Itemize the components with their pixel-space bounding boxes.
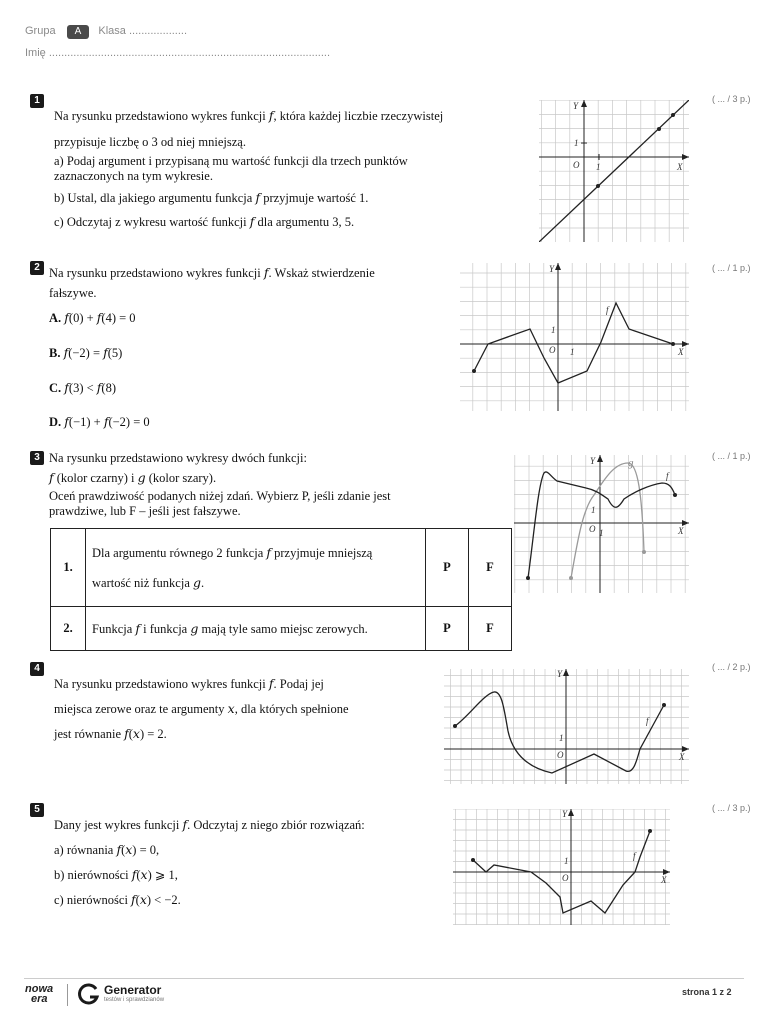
origin-label: O [573,160,580,170]
statement-text [86,607,426,651]
table-row [51,607,512,651]
question-4-text [54,677,434,742]
q5-line: c) nierówności 𝑓(𝑥) < −2. [54,893,181,907]
question-number-5: 5 [30,803,44,817]
question-5-text [54,818,434,908]
option-d[interactable] [49,415,150,449]
endpoint [471,858,475,862]
q3-line: Oceń prawdziwość podanych niżej zdań. Wybierz P, jeśli zdanie jest [49,489,391,503]
generator-title: Generator [104,983,162,997]
q2-line: Na rysunku przedstawiono wykres funkcji 𝑓. Wskaż stwierdzenie [49,266,375,280]
y-axis-label: Y [590,456,596,466]
q5-line: Dany jest wykres funkcji 𝑓. Odczytaj z niego zbiór rozwiązań: [54,818,365,832]
question-points-1: ( ... / 3 p.) [712,94,751,104]
statement-line: wartość niż funkcja 𝑔. [92,575,205,590]
option-text: 𝑓(−2) = 𝑓(5) [63,346,123,360]
y-unit-label: 1 [564,856,569,866]
q5-line: b) nierówności 𝑓(𝑥) ⩾ 1, [54,868,178,882]
x-axis-label: X [679,752,685,762]
q5-line: a) równania 𝑓(𝑥) = 0, [54,843,160,857]
option-letter: C. [49,381,62,395]
endpoint [642,550,646,554]
q1-line: a) Podaj argument i przypisaną mu wartość funkcji dla trzech punktów [54,154,408,168]
q3-line: Na rysunku przedstawiono wykresy dwóch funkcji: [49,451,307,465]
y-axis-arrow-icon [555,263,561,270]
q4-line: miejsca zerowe oraz te argumenty 𝑥, dla których spełnione [54,702,349,716]
name-label: Imię [25,47,46,59]
y-unit-label: 1 [551,325,556,335]
marked-point [671,113,675,117]
endpoint [526,576,530,580]
marked-point [657,127,661,131]
x-unit-label: 1 [570,347,575,357]
function-f-label: f [606,305,609,315]
x-unit-label: 1 [596,162,601,172]
q4-line: Na rysunku przedstawiono wykres funkcji 𝑓. Podaj jej [54,677,324,691]
class-blank[interactable]: ................... [128,25,188,37]
y-axis-label: Y [549,264,555,274]
function-f-label: f [646,716,649,726]
statement-number: 2. [51,607,86,651]
y-axis-arrow-icon [563,669,569,676]
q1-line: zaznaczonych na tym wykresie. [54,169,213,183]
endpoint [472,369,476,373]
graph-question-3 [514,455,689,593]
y-unit-label: 1 [559,733,564,743]
q2-line: fałszywe. [49,286,97,300]
q2-options [49,311,150,449]
function-f-label: f [633,851,636,861]
origin-label: O [589,524,596,534]
endpoint [662,703,666,707]
question-number-3: 3 [30,451,44,465]
option-letter: D. [49,415,62,429]
x-unit-label: 1 [599,528,604,538]
name-row [25,47,330,59]
graph-question-2 [460,263,689,411]
q1-line: przypisuje liczbę o 3 od niej mniejszą. [54,135,246,149]
y-unit-label: 1 [574,138,579,148]
group-badge: A [67,25,90,39]
group-label: Grupa [25,25,56,37]
y-axis-arrow-icon [581,100,587,107]
generator-logo-icon [77,982,101,1006]
origin-label: O [562,873,569,883]
y-axis-label: Y [557,669,563,679]
question-2-text [49,266,449,301]
x-axis-label: X [677,162,683,172]
question-points-3: ( ... / 1 p.) [712,451,751,461]
question-1-text [54,109,524,230]
origin-label: O [549,345,556,355]
q1-line: Na rysunku przedstawiono wykres funkcji 𝑓, która każdej liczbie rzeczywistej [54,109,444,123]
true-option[interactable]: P [426,607,469,651]
function-g-label: g [628,457,634,469]
origin-label: O [557,750,564,760]
generator-subtitle: testów i sprawdzianów [104,997,165,1003]
graph-question-1 [539,100,689,242]
x-axis-label: X [678,526,684,536]
page-number: strona 1 z 2 [682,987,732,997]
y-unit-label: 1 [591,505,596,515]
option-text: 𝑓(−1) + 𝑓(−2) = 0 [64,415,150,429]
logo-divider [67,984,68,1006]
graph-question-4 [444,669,689,784]
option-letter: A. [49,311,62,325]
option-c[interactable] [49,381,150,415]
true-false-table [50,528,512,651]
question-3-text [49,451,479,519]
endpoint [673,493,677,497]
q3-line: prawdziwe, lub F – jeśli jest fałszywe. [49,504,241,518]
option-b[interactable] [49,346,150,381]
option-text: 𝑓(3) < 𝑓(8) [64,381,116,395]
function-f-label: f [666,471,669,481]
question-points-2: ( ... / 1 p.) [712,263,751,273]
endpoint [453,724,457,728]
question-number-2: 2 [30,261,44,275]
name-blank[interactable]: ............................................................................................ [48,47,331,59]
statement-line: Funkcja 𝑓 i funkcja 𝑔 mają tyle samo miejsc zerowych. [92,621,368,636]
option-a[interactable] [49,311,150,346]
statement-number: 1. [51,529,86,607]
y-axis-label: Y [562,809,568,819]
endpoint [648,829,652,833]
group-row [25,25,187,39]
false-option[interactable]: F [469,607,512,651]
question-number-4: 4 [30,662,44,676]
graph-question-5 [453,809,670,925]
table-row [51,529,512,607]
option-text: 𝑓(0) + 𝑓(4) = 0 [64,311,136,325]
statement-text [86,529,426,607]
option-letter: B. [49,346,61,360]
q4-line: jest równanie 𝑓(𝑥) = 2. [54,727,167,741]
false-option[interactable]: F [469,529,512,607]
question-points-5: ( ... / 3 p.) [712,803,751,813]
nowa-era-logo [25,984,61,1004]
class-label: Klasa [98,25,126,37]
logo-text: nowa [25,983,54,995]
y-axis-label: Y [573,101,579,111]
x-axis-label: X [678,347,684,357]
q1-line: c) Odczytaj z wykresu wartość funkcji 𝑓 dla argumentu 3, 5. [54,215,355,229]
footer-divider [24,978,744,979]
q1-line: b) Ustal, dla jakiego argumentu funkcja 𝑓 przyjmuje wartość 1. [54,191,369,205]
x-axis-arrow-icon [682,154,689,160]
logo-text: era [31,993,48,1005]
x-axis-label: X [661,875,667,885]
q3-line: 𝑓 (kolor czarny) i 𝑔 (kolor szary). [49,471,217,485]
marked-point [596,184,600,188]
true-option[interactable]: P [426,529,469,607]
endpoint [671,342,675,346]
statement-line: Dla argumentu równego 2 funkcja 𝑓 przyjmuje mniejszą [92,545,373,560]
question-number-1: 1 [30,94,44,108]
question-points-4: ( ... / 2 p.) [712,662,751,672]
y-axis-arrow-icon [568,809,574,816]
endpoint [569,576,573,580]
